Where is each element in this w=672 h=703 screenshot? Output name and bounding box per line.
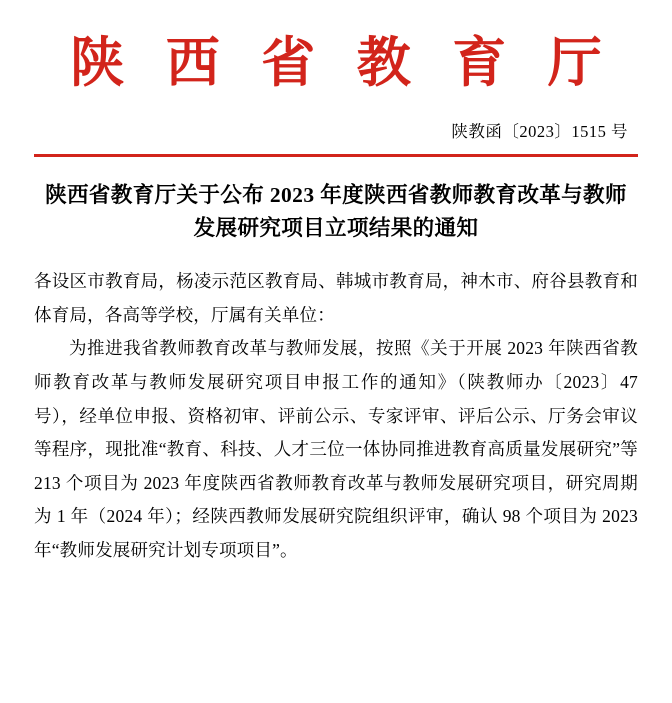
body-paragraph-1: 为推进我省教师教育改革与教师发展，按照《关于开展 2023 年陕西省教师教育改革与教师发展研究项目申报工作的通知》（陕教师办〔2023〕47 号），经单位申报、资格初审、评前公示、专家评审、评后公示、厅务会审议等程序，现批准“教育、科技、人才三位一体协同推进教育高质量发展研究”等 213 个项目为 2023 年度陕西省教师教育改革与教师发展研究项目，研究周期为 1 年（2024 年）；经陕西教师发展研究院组织评审，确认 98 个项目为 2023 年“教师发展研究计划专项项目”。 bbox=[34, 338, 638, 560]
letterhead-title: 陕 西 省 教 育 厅 bbox=[70, 33, 616, 93]
recipients-line: 各设区市教育局，杨凌示范区教育局、韩城市教育局，神木市、府谷县教育和体育局，各高等学校，厅属有关单位： bbox=[34, 271, 638, 325]
document-number: 陕教函〔2023〕1515 号 bbox=[451, 122, 628, 141]
document-body bbox=[34, 265, 638, 567]
page-title: 陕西省教育厅关于公布 2023 年度陕西省教师教育改革与教师发展研究项目立项结果的通知 bbox=[45, 182, 627, 240]
red-divider-rule bbox=[34, 154, 638, 157]
